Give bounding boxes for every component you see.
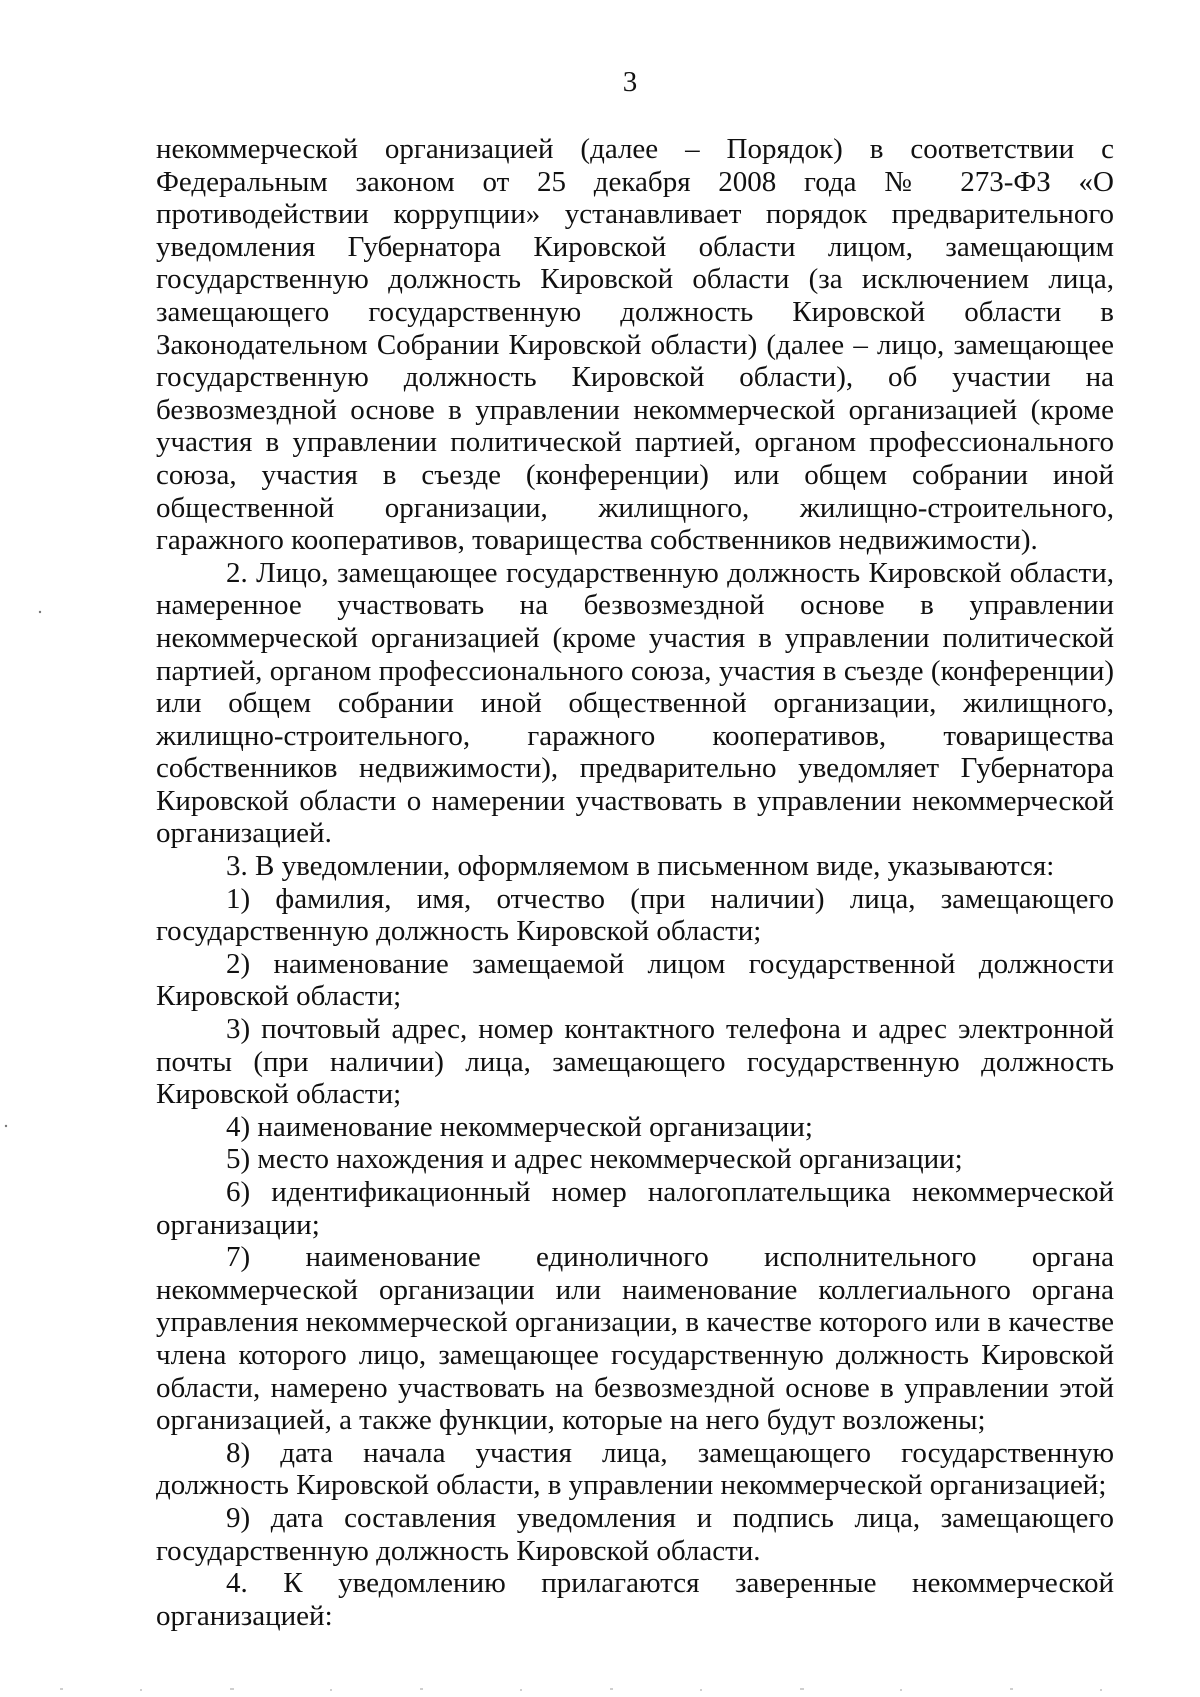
paragraph-4: 4. К уведомлению прилагаются заверенные некоммерческой организацией: bbox=[156, 1567, 1114, 1632]
paragraph-3: 3. В уведомлении, оформляемом в письменном виде, указываются: bbox=[226, 850, 1055, 883]
list-item-5: 5) место нахождения и адрес некоммерческой организации; bbox=[226, 1143, 963, 1176]
list-item-9: 9) дата составления уведомления и подпись лица, замещающего государственную должность Кировской области. bbox=[156, 1501, 1114, 1567]
list-item-2: 2) наименование замещаемой лицом государственной должности Кировской области; bbox=[156, 947, 1114, 1013]
list-item-4: 4) наименование некоммерческой организации; bbox=[226, 1110, 813, 1143]
list-item-3: 3) почтовый адрес, номер контактного телефона и адрес электронной почты (при наличии) лица, замещающего государственную должность Кировской области; bbox=[156, 1013, 1114, 1111]
list-item-8: 8) дата начала участия лица, замещающего государственную должность Кировской области, в управлении некоммерческой организацией; bbox=[156, 1436, 1114, 1502]
list-item-1: 1) фамилия, имя, отчество (при наличии) лица, замещающего государственную должность Кировской области; bbox=[156, 882, 1114, 948]
list-item-6: 6) идентификационный номер налогоплательщика некоммерческой организации; bbox=[156, 1176, 1114, 1241]
paragraph-2: 2. Лицо, замещающее государственную должность Кировской области, намеренное участвовать на безвозмездной основе в управлении некоммерческой организацией (кроме участия в управлении политической партией, органом профессионального союза, участия в съезде (конференции) или общем собрании иной общественной организации, жилищного, жилищно-строительного, гаражного кооперативов, товарищества собственников недвижимости), предварительно уведомляет Губернатора Кировской области о намерении участвовать в управлении некоммерческой организацией. bbox=[156, 556, 1114, 850]
list-item-7: 7) наименование единоличного исполнительного органа некоммерческой организации или наименование коллегиального органа управления некоммерческой организации, в качестве которого или в качестве члена которого лицо, замещающее государственную должность Кировской области, намерено участвовать на безвозмездной основе в управлении этой организацией, а также функции, которые на него будут возложены; bbox=[156, 1241, 1114, 1437]
paragraph-intro: некоммерческой организацией (далее – Порядок) в соответствии с Федеральным законом от 25 декабря 2008 года № 273-ФЗ «О противодействии коррупции» устанавливает порядок предварительного уведомления Губернатора Кировской области лицом, замещающим государственную должность Кировской области (за исключением лица, замещающего государственную должность Кировской области в Законодательном Собрании Кировской области) (далее – лицо, замещающее государственную должность Кировской области), об участии на безвозмездной основе в управлении некоммерческой организацией (кроме участия в управлении политической партией, органом профессионального союза, участия в съезде (конференции) или общем собрании иной общественной организации, жилищного, жилищно-строительного, гаражного кооперативов, товарищества собственников недвижимости). bbox=[156, 133, 1114, 557]
document-body bbox=[156, 133, 1114, 1632]
page-number: 3 bbox=[622, 66, 638, 98]
